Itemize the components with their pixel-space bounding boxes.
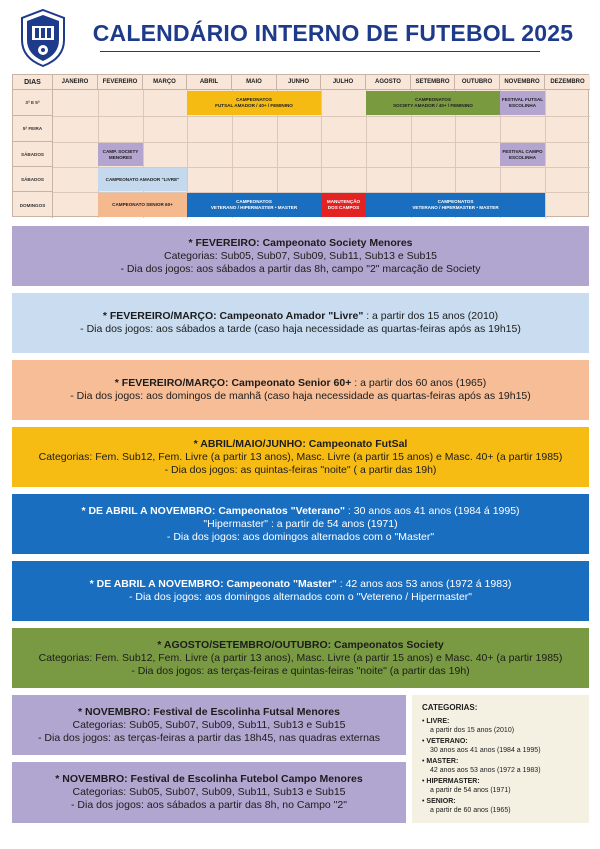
event-amador-livre: CAMPEONATO AMADOR "LIVRE" bbox=[98, 168, 187, 191]
event-veterano-2: CAMPEONATOS VETERANO / HIPERMASTER • MASTER bbox=[366, 193, 545, 217]
category-item: • MASTER: 42 anos aos 53 anos (1972 a 1983) bbox=[422, 758, 541, 774]
category-item: • SENIOR: a partir de 60 anos (1965) bbox=[422, 798, 511, 814]
club-logo bbox=[18, 8, 68, 68]
month-header: FEVEREIRO bbox=[98, 75, 143, 90]
section-futsal: * ABRIL/MAIO/JUNHO: Campeonato FutSal Categorias: Fem. Sub12, Fem. Livre (a partir 13 anos), Masc. Livre (a partir 15 anos) e Masc. 40+ (a partir 1985) - Dia dos jogos: as quintas-feiras "noite" ( a partir das 19h) bbox=[12, 427, 589, 487]
calendar-corner: DIAS bbox=[13, 75, 53, 90]
section-festival-campo: * NOVEMBRO: Festival de Escolinha Futebol Campo Menores Categorias: Sub05, Sub07, Sub09, Sub11, Sub13 e Sub15 - Dia dos jogos: aos sábados a partir das 8h, no Campo "2" bbox=[12, 762, 406, 823]
section-society-menores: * FEVEREIRO: Campeonato Society Menores Categorias: Sub05, Sub07, Sub09, Sub11, Sub13 e Sub15 - Dia dos jogos: aos sábados a partir das 8h, campo "2" marcação de Society bbox=[12, 226, 589, 286]
month-header: JULHO bbox=[321, 75, 366, 90]
row-label: SÁBADOS bbox=[13, 142, 53, 167]
logo-text bbox=[0, 0, 1, 1]
month-header: SETEMBRO bbox=[411, 75, 455, 90]
event-senior: CAMPEONATO SENIOR 60+ bbox=[98, 193, 187, 217]
month-header: DEZEMBRO bbox=[545, 75, 590, 90]
calendar-grid bbox=[12, 74, 589, 217]
event-society: CAMPEONATOS SOCIETY AMADOR / 40+ / FEMININO bbox=[366, 91, 500, 115]
month-header: MARÇO bbox=[143, 75, 187, 90]
category-item: • HIPERMASTER: a partir de 54 anos (1971) bbox=[422, 778, 511, 794]
section-master: * DE ABRIL A NOVEMBRO: Campeonato "Master" : 42 anos aos 53 anos (1972 á 1983) - Dia dos jogos: aos domingos alternados com o "Vetereno / Hipermaster" bbox=[12, 561, 589, 621]
event-festival-futsal: FESTIVAL FUTSAL ESCOLINHA bbox=[500, 91, 545, 115]
row-label: SÁBADOS bbox=[13, 167, 53, 192]
category-item: • LIVRE: a partir dos 15 anos (2010) bbox=[422, 718, 515, 734]
row-label: 3ª E 5ª bbox=[13, 90, 53, 116]
section-veterano: * DE ABRIL A NOVEMBRO: Campeonatos "Veterano" : 30 anos aos 41 anos (1984 á 1995) "Hipermaster" : a partir de 54 anos (1971) - Dia dos jogos: aos domingos alternados com o "Master" bbox=[12, 494, 589, 554]
categories-box bbox=[412, 695, 589, 823]
title-divider bbox=[100, 51, 540, 52]
month-header: NOVEMBRO bbox=[500, 75, 545, 90]
row-label: DOMINGOS bbox=[13, 192, 53, 218]
month-header: AGOSTO bbox=[366, 75, 411, 90]
section-amador-livre: * FEVEREIRO/MARÇO: Campeonato Amador "Livre" : a partir dos 15 anos (2010) - Dia dos jogos: aos sábados a tarde (caso haja necessidade as quartas-feiras após as 19h15) bbox=[12, 293, 589, 353]
category-item: • VETERANO: 30 anos aos 41 anos (1984 a 1995) bbox=[422, 738, 541, 754]
event-veterano-1: CAMPEONATOS VETERANO / HIPERMASTER • MASTER bbox=[187, 193, 321, 217]
month-header: JANEIRO bbox=[53, 75, 98, 90]
section-senior: * FEVEREIRO/MARÇO: Campeonato Senior 60+ : a partir dos 60 anos (1965) - Dia dos jogos: aos domingos de manhã (caso haja necessidade as quartas-feiras após as 19h15) bbox=[12, 360, 589, 420]
categories-title: CATEGORIAS: bbox=[422, 703, 478, 712]
page-title: CALENDÁRIO INTERNO DE FUTEBOL 2025 bbox=[92, 20, 574, 46]
event-society-menores: CAMP. SOCIETY MENORES bbox=[98, 143, 143, 166]
section-festival-futsal: * NOVEMBRO: Festival de Escolinha Futsal Menores Categorias: Sub05, Sub07, Sub09, Sub11, Sub13 e Sub15 - Dia dos jogos: as terças-feiras a partir das 18h45, nas quadras externas bbox=[12, 695, 406, 755]
month-header: JUNHO bbox=[277, 75, 321, 90]
month-header: ABRIL bbox=[187, 75, 232, 90]
month-header: OUTUBRO bbox=[455, 75, 500, 90]
month-header: MAIO bbox=[232, 75, 277, 90]
event-festival-campo: FESTIVAL CAMPO ESCOLINHA bbox=[500, 143, 545, 166]
row-label: 5ª FEIRA bbox=[13, 116, 53, 142]
event-futsal: CAMPEONATOS FUTSAL AMADOR / 40+ / FEMININO bbox=[187, 91, 321, 115]
section-society: * AGOSTO/SETEMBRO/OUTUBRO: Campeonatos Society Categorias: Fem. Sub12, Fem. Livre (a partir 13 anos), Masc. Livre (a partir 15 anos) e Masc. 40+ (a partir 1985) - Dia dos jogos: as terças-feiras e quintas-feiras "noite" (a partir das 19h) bbox=[12, 628, 589, 688]
event-manutencao: MANUTENÇÃO DOS CAMPOS bbox=[321, 193, 366, 217]
